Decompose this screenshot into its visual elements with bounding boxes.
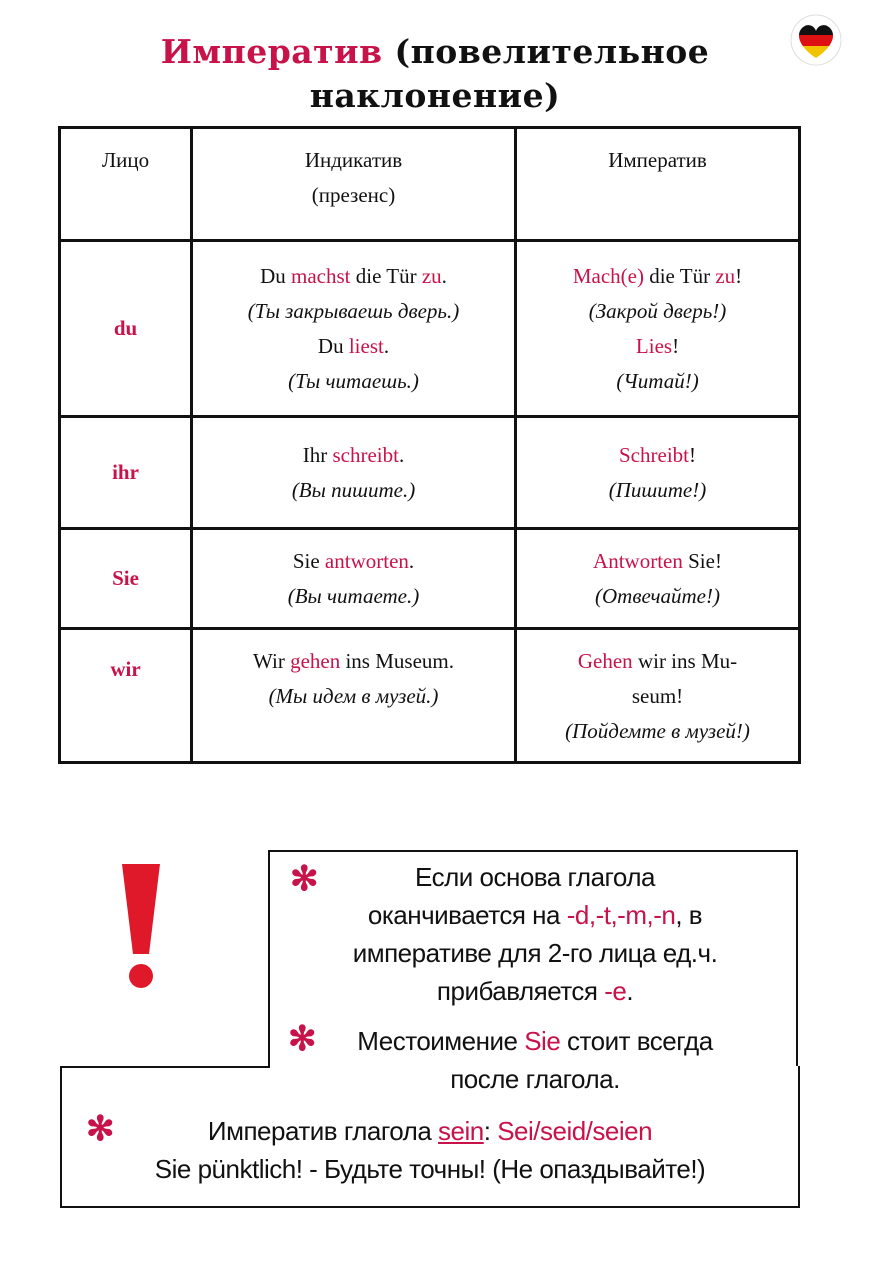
text-segment: Sie pünktlich! - Будьте точны! (Не опаздывайте!) [154, 1154, 706, 1184]
text-line [280, 972, 790, 1010]
highlighted-word: antworten [324, 548, 409, 573]
text-line [70, 1150, 790, 1188]
text-segment: ! [735, 263, 743, 288]
highlighted-word: liest [348, 333, 384, 358]
text-segment: после глагола. [450, 1064, 620, 1094]
text-segment: прибавляется [436, 976, 605, 1006]
asterisk-icon: ✻ [86, 1110, 114, 1148]
text-segment: оканчивается на [367, 900, 567, 930]
text-line [197, 644, 510, 679]
table-header-row [60, 128, 800, 241]
text-line [280, 1060, 790, 1098]
text-segment: (Читай!) [616, 368, 699, 393]
text-segment: (Отвечайте!) [595, 583, 720, 608]
text-line [70, 1112, 790, 1150]
header-person: Лицо [60, 128, 192, 241]
text-line [521, 644, 794, 679]
header-indicative: Индикатив (презенс) [192, 128, 516, 241]
text-line [521, 294, 794, 329]
text-line [521, 473, 794, 508]
highlighted-word: machst [291, 263, 351, 288]
text-segment: seum! [631, 684, 684, 708]
german-flag-heart-icon [790, 14, 842, 66]
highlighted-word: Sie [524, 1026, 561, 1056]
highlighted-word: Mach(e) [572, 263, 644, 288]
text-segment: (Вы читаете.) [287, 583, 420, 608]
pronoun-cell: ihr [60, 417, 192, 529]
highlighted-word: gehen [290, 649, 341, 673]
imperative-cell [516, 417, 800, 529]
text-segment: Императив глагола [207, 1116, 439, 1146]
text-segment: die Tür [643, 263, 716, 288]
text-segment: Местоимение [357, 1026, 525, 1056]
text-line [280, 1022, 790, 1060]
text-segment: . [626, 976, 634, 1006]
text-line [197, 438, 510, 473]
text-segment: Wir [253, 649, 291, 673]
text-segment: (Ты читаешь.) [288, 368, 419, 393]
highlighted-word: -d,-t,-m,-n [566, 900, 676, 930]
highlighted-word: schreibt [332, 442, 399, 467]
text-segment: стоит всегда [560, 1026, 713, 1056]
text-line [197, 259, 510, 294]
pronoun-cell: Sie [60, 529, 192, 629]
text-line [197, 364, 510, 399]
text-segment: ! [688, 442, 696, 467]
header-imperative: Императив [516, 128, 800, 241]
pronoun-cell: wir [60, 629, 192, 763]
text-segment: ! [672, 333, 680, 358]
title-line2: наклонение) [309, 76, 561, 115]
text-line [197, 329, 510, 364]
text-segment: : [483, 1116, 498, 1146]
text-line [197, 473, 510, 508]
highlighted-word: -e [604, 976, 627, 1006]
text-segment: wir ins Mu- [632, 649, 738, 673]
imperative-cell [516, 529, 800, 629]
text-line [521, 364, 794, 399]
text-segment: Du [260, 263, 291, 288]
text-segment: Ihr [302, 442, 333, 467]
text-segment: (Ты закрываешь дверь.) [247, 298, 460, 323]
note-endings [280, 858, 790, 1010]
indicative-cell [192, 417, 516, 529]
imperative-cell [516, 241, 800, 417]
page-title [0, 30, 870, 118]
text-line [197, 679, 510, 714]
text-segment: (Пойдемте в музей!) [565, 719, 750, 743]
highlighted-word: Gehen [577, 649, 633, 673]
text-line [521, 438, 794, 473]
highlighted-word: Sei/seid/seien [497, 1116, 653, 1146]
text-segment: Du [317, 333, 349, 358]
table-row [60, 417, 800, 529]
text-segment: , в [675, 900, 703, 930]
text-segment: (Закрой дверь!) [588, 298, 727, 323]
text-line [521, 544, 794, 579]
note-sie [280, 1022, 790, 1098]
text-segment: (Пишите!) [608, 477, 707, 502]
text-segment: . [383, 333, 390, 358]
text-line [197, 579, 510, 614]
text-segment: . [398, 442, 405, 467]
text-segment: (Мы идем в музей.) [268, 684, 439, 708]
highlighted-word: Schreibt [619, 442, 689, 467]
text-segment: Sie! [682, 548, 722, 573]
indicative-cell [192, 629, 516, 763]
highlighted-word: Lies [635, 333, 673, 358]
highlighted-word: sein [438, 1116, 484, 1146]
title-rest: (повелительное [382, 32, 710, 71]
highlighted-word: zu [715, 263, 736, 288]
table-row [60, 529, 800, 629]
text-segment: Если основа глагола [415, 862, 655, 892]
text-line [521, 579, 794, 614]
note-box-divider [60, 1066, 270, 1068]
indicative-cell [192, 241, 516, 417]
text-line [521, 259, 794, 294]
text-line [521, 714, 794, 749]
asterisk-icon: ✻ [288, 1020, 316, 1058]
exclamation-icon [116, 860, 166, 990]
text-segment: (Вы пишите.) [291, 477, 416, 502]
pronoun-cell: du [60, 241, 192, 417]
imperative-table [58, 126, 801, 764]
text-line [280, 858, 790, 896]
highlighted-word: zu [421, 263, 442, 288]
note-sie-text [280, 1022, 790, 1098]
text-line [521, 679, 794, 714]
text-segment: императиве для 2-го лица ед.ч. [352, 938, 718, 968]
title-accent: Императив [160, 32, 383, 71]
text-line [197, 294, 510, 329]
highlighted-word: Antworten [593, 548, 683, 573]
asterisk-icon: ✻ [290, 860, 318, 898]
table-row [60, 629, 800, 763]
text-line [197, 544, 510, 579]
text-segment: ins Museum. [340, 649, 454, 673]
table-row [60, 241, 800, 417]
text-segment: Sie [292, 548, 325, 573]
text-line [280, 896, 790, 934]
indicative-cell [192, 529, 516, 629]
note-sein [70, 1112, 790, 1188]
note-sein-text [70, 1112, 790, 1188]
text-segment: die Tür [350, 263, 422, 288]
note-endings-text [280, 858, 790, 1010]
text-line [280, 934, 790, 972]
text-segment: . [441, 263, 447, 288]
text-segment: . [408, 548, 415, 573]
imperative-cell [516, 629, 800, 763]
text-line [521, 329, 794, 364]
